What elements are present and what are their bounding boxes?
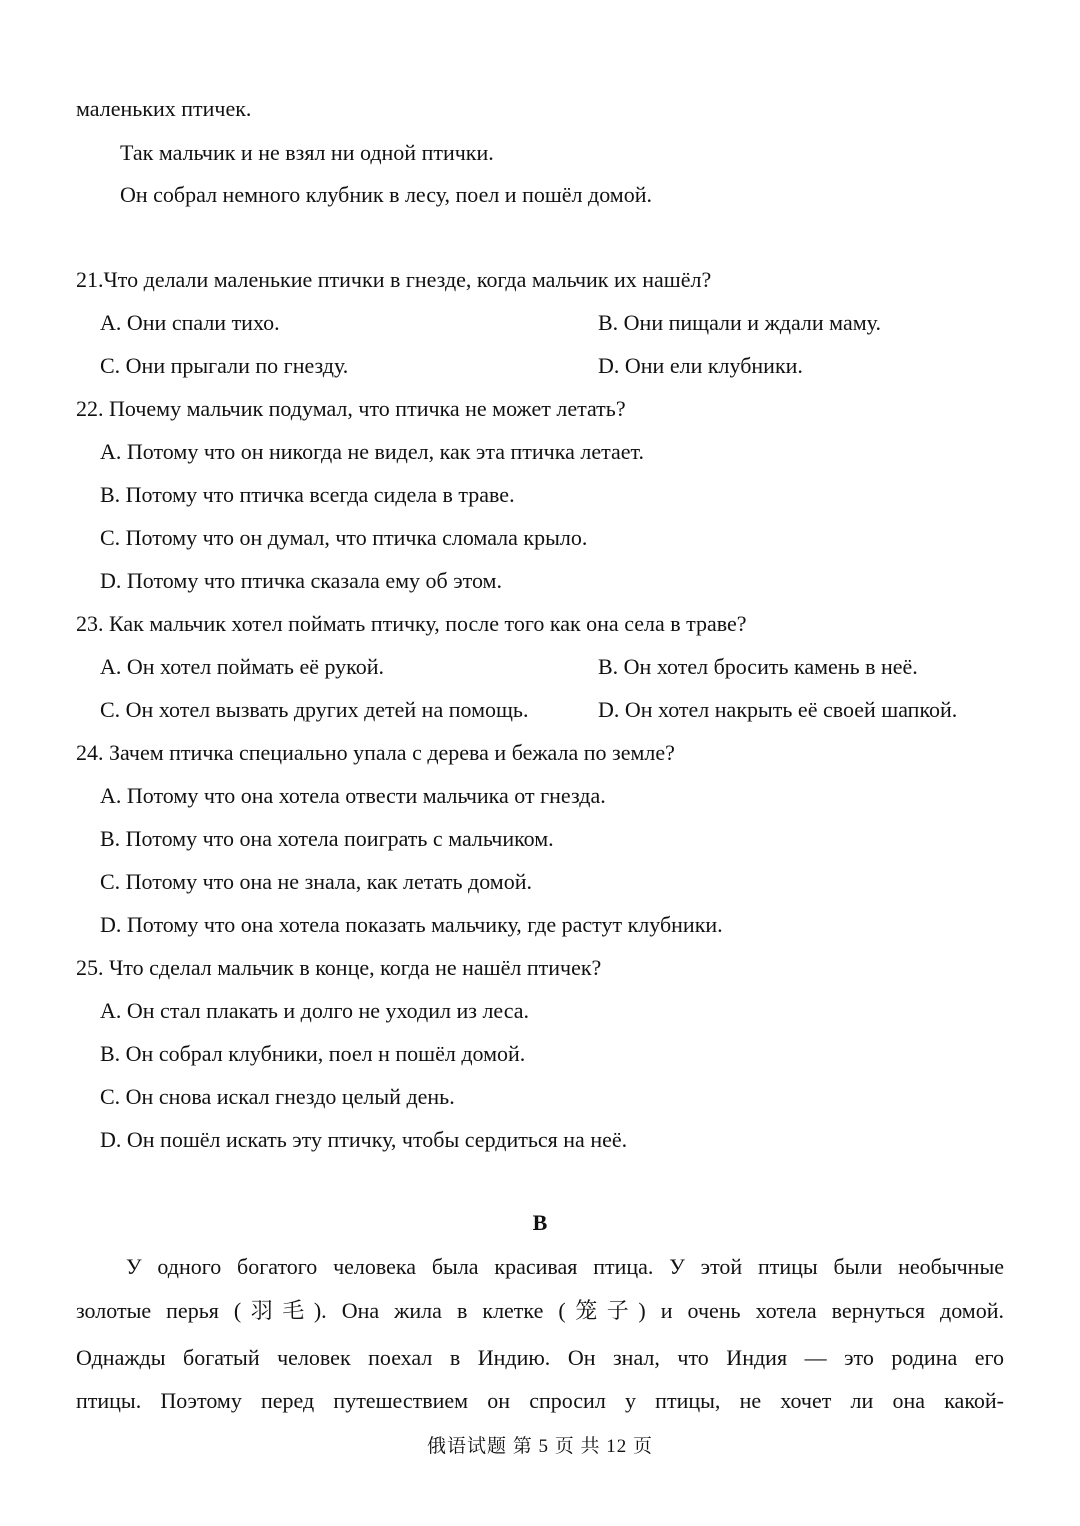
q25-option-b: B. Он собрал клубники, поел н пошёл домой. xyxy=(100,1041,526,1066)
q23-option-a: A. Он хотел поймать её рукой. xyxy=(100,654,385,679)
q22-option-b: B. Потому что птичка всегда сидела в траве. xyxy=(100,482,515,507)
q25-option-c: C. Он снова искал гнездо целый день. xyxy=(100,1084,455,1109)
q24-option-b: B. Потому что она хотела поиграть с мальчиком. xyxy=(100,826,554,851)
q24-option-d: D. Потому что она хотела показать мальчику, где растут клубники. xyxy=(100,912,723,937)
q23-option-d: D. Он хотел накрыть её своей шапкой. xyxy=(598,697,958,722)
q25-option-a: A. Он стал плакать и долго не уходил из леса. xyxy=(100,998,530,1023)
q23-option-b: B. Он хотел бросить камень в неё. xyxy=(598,654,918,679)
question-24: 24. Зачем птичка специально упала с дерева и бежала по земле? xyxy=(76,740,675,765)
q24-option-c: C. Потому что она не знала, как летать домой. xyxy=(100,869,532,894)
question-23: 23. Как мальчик хотел поймать птичку, после того как она села в траве? xyxy=(76,611,747,636)
passage-a-line-2: Так мальчик и не взял ни одной птички. xyxy=(120,140,494,165)
question-22: 22. Почему мальчик подумал, что птичка не может летать? xyxy=(76,396,626,421)
section-b-line-3: Однажды богатый человек поехал в Индию. Он знал, что Индия — это родина его xyxy=(76,1345,1004,1370)
q22-option-d: D. Потому что птичка сказала ему об этом. xyxy=(100,568,502,593)
q21-option-a: A. Они спали тихо. xyxy=(100,310,280,335)
q21-option-b: B. Они пищали и ждали маму. xyxy=(598,310,881,335)
section-b-line-2: золотые перья (羽毛). Она жила в клетке (笼子) и очень хотела вернуться домой. xyxy=(76,1298,1004,1323)
q21-option-d: D. Они ели клубники. xyxy=(598,353,803,378)
section-b-line-1: У одного богатого человека была красивая птица. У этой птицы были необычные xyxy=(126,1254,1004,1279)
question-25: 25. Что сделал мальчик в конце, когда не нашёл птичек? xyxy=(76,955,602,980)
q22-option-a: A. Потому что он никогда не видел, как эта птичка летает. xyxy=(100,439,644,464)
section-b-title: B xyxy=(532,1210,548,1235)
q22-option-c: C. Потому что он думал, что птичка сломала крыло. xyxy=(100,525,588,550)
passage-a-line-3: Он собрал немного клубник в лесу, поел и пошёл домой. xyxy=(120,182,653,207)
q24-option-a: A. Потому что она хотела отвести мальчика от гнезда. xyxy=(100,783,606,808)
page-footer: 俄语试题 第 5 页 共 12 页 xyxy=(426,1436,653,1457)
passage-a-line-1: маленьких птичек. xyxy=(76,96,252,121)
q21-option-c: C. Они прыгали по гнезду. xyxy=(100,353,349,378)
q25-option-d: D. Он пошёл искать эту птичку, чтобы сердиться на неё. xyxy=(100,1127,628,1152)
q23-option-c: C. Он хотел вызвать других детей на помощь. xyxy=(100,697,529,722)
question-21: 21.Что делали маленькие птички в гнезде, когда мальчик их нашёл? xyxy=(76,267,712,292)
section-b-line-4: птицы. Поэтому перед путешествием он спросил у птицы, не хочет ли она какой- xyxy=(76,1388,1004,1413)
